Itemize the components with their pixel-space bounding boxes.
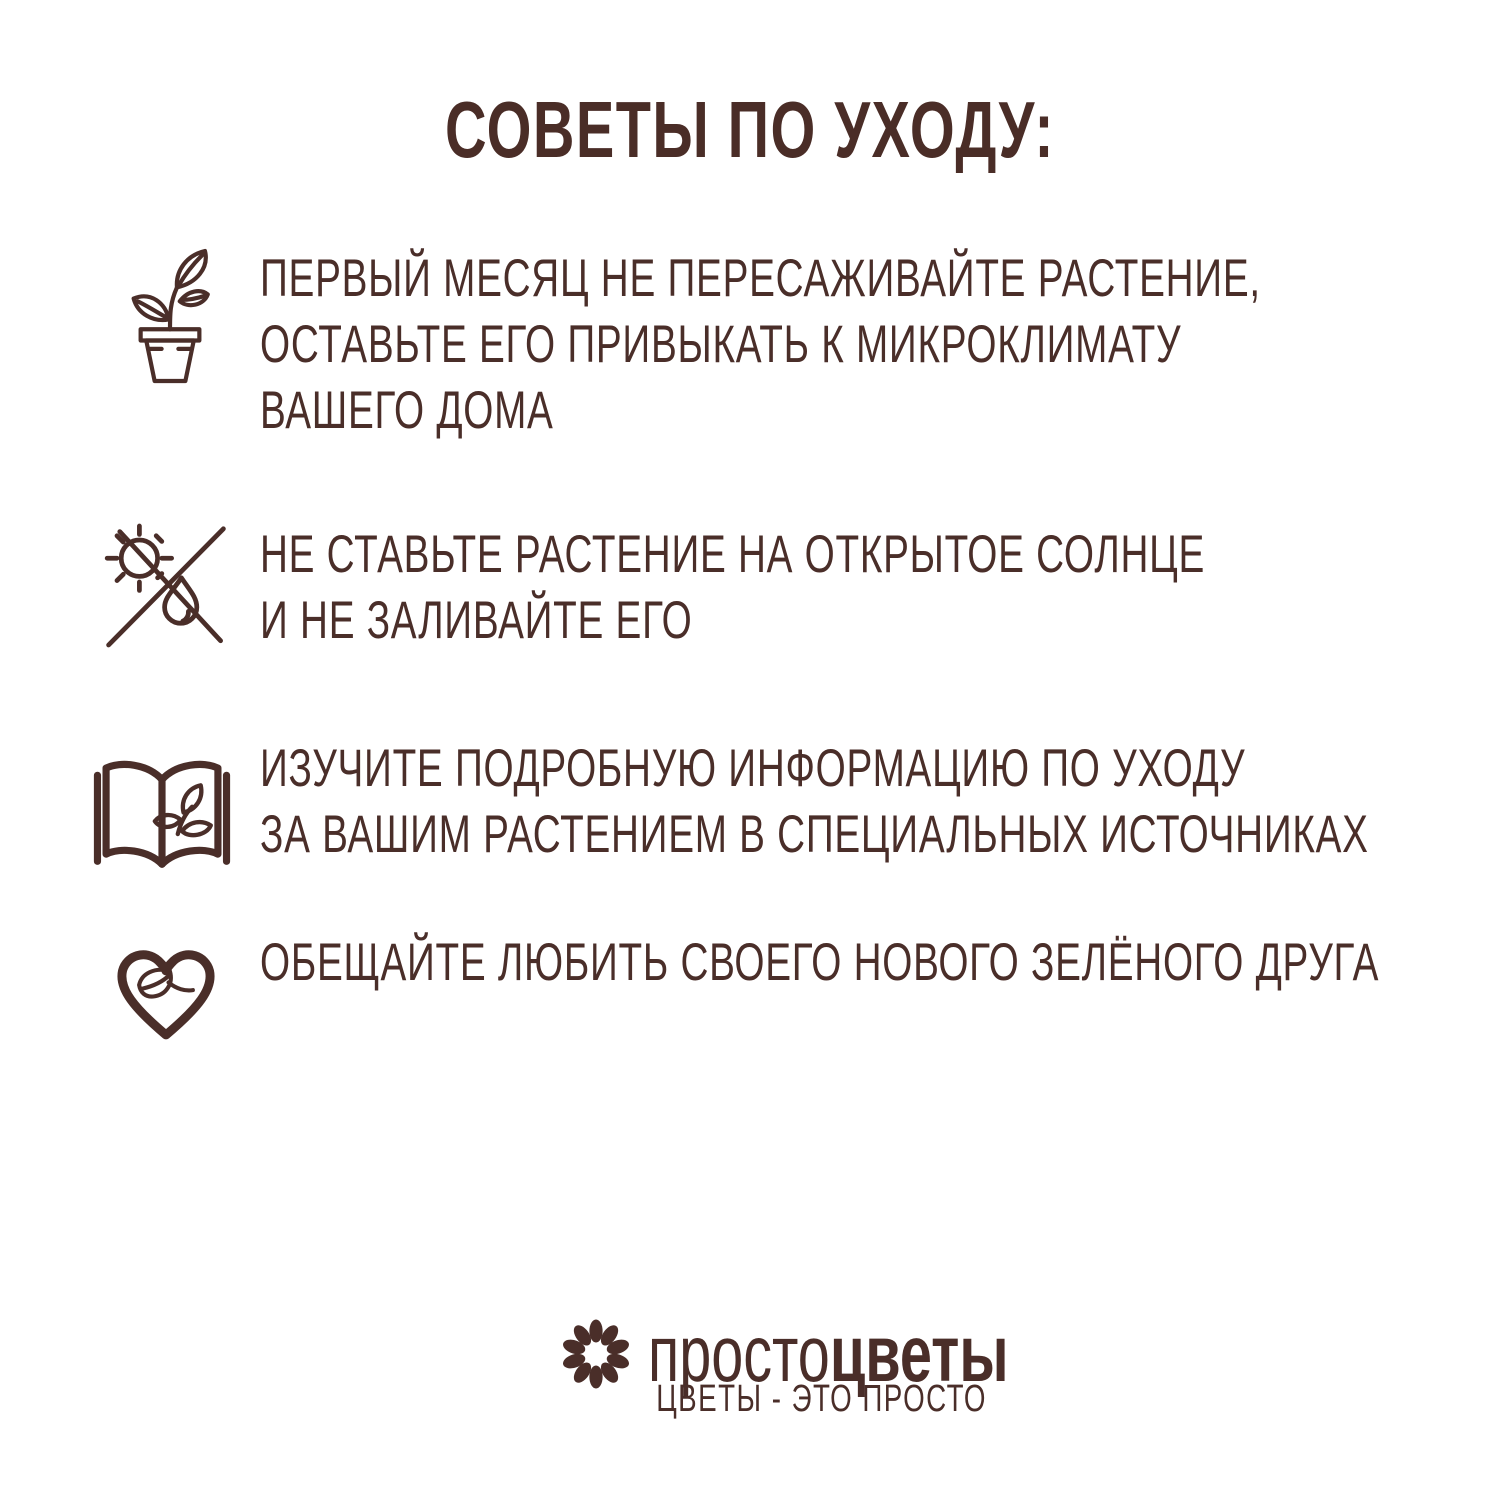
tip-line: ПЕРВЫЙ МЕСЯЦ НЕ ПЕРЕСАЖИВАЙТЕ РАСТЕНИЕ,	[260, 249, 1261, 308]
tip-line: НЕ СТАВЬТЕ РАСТЕНИЕ НА ОТКРЫТОЕ СОЛНЦЕ	[260, 525, 1206, 584]
tip-text-block	[260, 930, 1379, 996]
tip-line: ОСТАВЬТЕ ЕГО ПРИВЫКАТЬ К МИКРОКЛИМАТУ	[260, 315, 1182, 374]
open-book-icon	[86, 748, 238, 880]
page-title: СОВЕТЫ ПО УХОДУ:	[445, 85, 1055, 174]
tip-text-block	[260, 522, 1205, 654]
tip-text-block	[260, 736, 1369, 868]
tip-line: ВАШЕГО ДОМА	[260, 381, 554, 440]
brand-tagline: ЦВЕТЫ - ЭТО ПРОСТО	[656, 1378, 987, 1420]
no-sun-no-overwatering-icon	[96, 512, 236, 652]
tip-text-block	[260, 246, 1261, 444]
brand-name-bold: цветы	[829, 1309, 1009, 1398]
potted-plant-icon	[100, 244, 240, 388]
tip-line: И НЕ ЗАЛИВАЙТЕ ЕГО	[260, 591, 693, 650]
heart-leaf-icon	[102, 926, 230, 1044]
flower-logo-icon	[550, 1308, 642, 1405]
tip-line: ОБЕЩАЙТЕ ЛЮБИТЬ СВОЕГО НОВОГО ЗЕЛЁНОГО ДРУГА	[260, 933, 1380, 992]
brand-name-regular: просто	[648, 1309, 830, 1398]
tip-line: ЗА ВАШИМ РАСТЕНИЕМ В СПЕЦИАЛЬНЫХ ИСТОЧНИКАХ	[260, 805, 1369, 864]
tip-line: ИЗУЧИТЕ ПОДРОБНУЮ ИНФОРМАЦИЮ ПО УХОДУ	[260, 739, 1246, 798]
